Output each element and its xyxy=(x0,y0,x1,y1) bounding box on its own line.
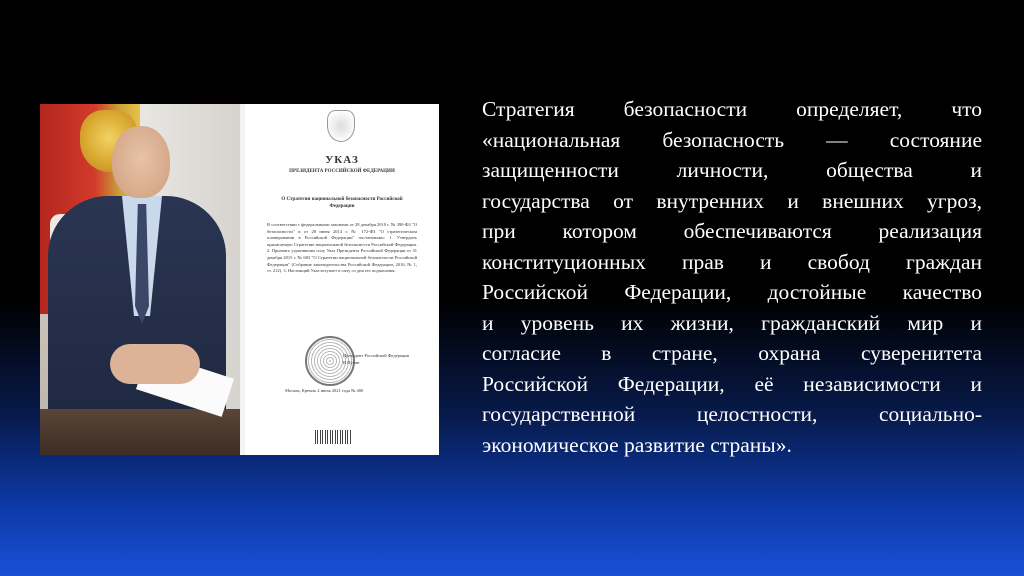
decree-about: О Стратегии национальной безопасности Российской Федерации xyxy=(281,197,403,209)
text-line: «национальная безопасность — состояние xyxy=(482,127,982,152)
slide-text xyxy=(482,94,982,460)
coat-of-arms-icon xyxy=(327,110,355,142)
text-line: при котором обеспечиваются реализация xyxy=(482,219,982,243)
decree-document xyxy=(245,104,439,455)
text-line: государственной целостности, социально- xyxy=(482,402,982,426)
text-line: и уровень их жизни, гражданский мир и xyxy=(482,310,982,335)
person-head xyxy=(112,126,170,198)
text-line: конституционных прав и свобод граждан xyxy=(482,249,982,274)
person-hands xyxy=(110,344,200,384)
decree-subtitle: ПРЕЗИДЕНТА РОССИЙСКОЙ ФЕДЕРАЦИИ xyxy=(289,169,395,174)
decree-signature: Президент Российской Федерации В.Путин xyxy=(343,353,410,365)
text-line: Российской Федерации, её независимости и xyxy=(482,371,982,396)
desk xyxy=(40,409,240,455)
decree-footer: Москва, Кремль 2 июля 2021 года № 400 xyxy=(285,388,364,393)
text-line: экономическое развитие страны». xyxy=(482,432,792,457)
barcode-icon xyxy=(315,430,351,444)
decree-title: УКАЗ xyxy=(325,154,359,166)
text-line: государства от внутренних и внешних угроз, xyxy=(482,188,982,213)
text-line: согласие в стране, охрана суверенитета xyxy=(482,341,982,365)
photo-president xyxy=(40,104,240,455)
slide-image xyxy=(40,104,439,455)
decree-body: В соответствии с федеральными законами от 28 декабря 2010 г. № 390-ФЗ "О безопасности" и от 28 июня 2014 г. № 172-ФЗ "О стратегическом планировании в Российской Федерации" постановляю: 1. Утвердить прилагаемую Стратегию национальной безопасности Российской Федерации. 2. Признать утратившим силу Указ Президента Российской Федерации от 31 декабря 2015 г. № 683 "О Стратегии национальной безопасности Российской Федерации" (Собрание законодательства Российской Федерации, 2016, № 1, ст. 212). 3. Настоящий Указ вступает в силу со дня его подписания. xyxy=(267,222,417,274)
text-line: Российской Федерации, достойные качество xyxy=(482,280,982,304)
text-line: защищенности личности, общества и xyxy=(482,158,982,182)
text-line: Стратегия безопасности определяет, что xyxy=(482,97,982,121)
